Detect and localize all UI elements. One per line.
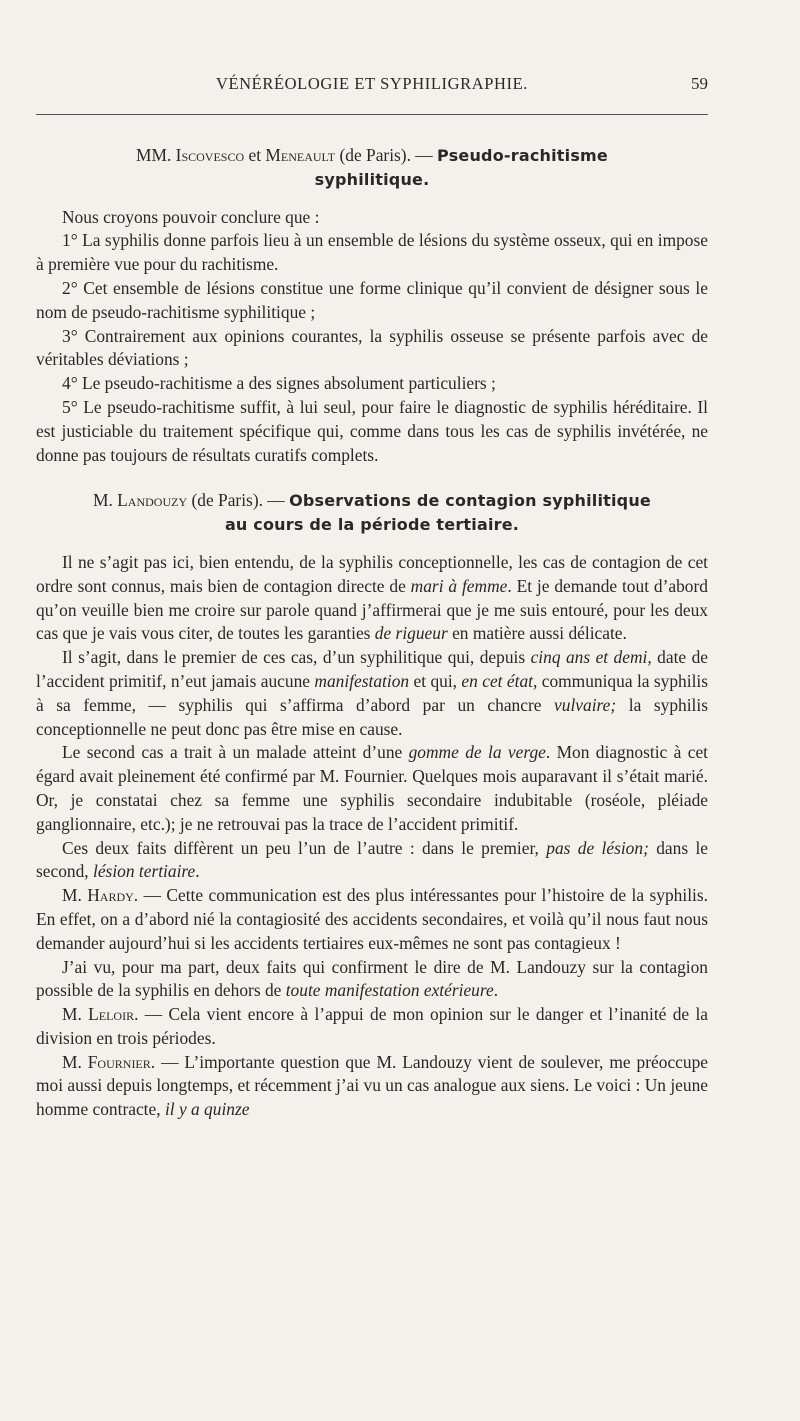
author-name: Iscovesco bbox=[175, 145, 245, 165]
paragraph bbox=[36, 1003, 708, 1051]
text-run: en matière aussi délicate. bbox=[447, 623, 627, 644]
paragraph: 2° Cet ensemble de lésions constitue une forme clinique qu’il convient de désigner sous le nom de pseudo-rachitisme syphilitique ; bbox=[36, 277, 708, 322]
text-run: date de l’accident primitif, n’eut jamais aucune bbox=[36, 647, 708, 691]
paragraph bbox=[36, 884, 708, 955]
section-title: syphilitique. bbox=[314, 169, 430, 189]
italic-run: gomme de la verge bbox=[408, 742, 546, 763]
section-title: au cours de la période tertiaire. bbox=[224, 515, 520, 535]
speaker-name: M. Fournier. bbox=[62, 1051, 156, 1072]
text-run: communiqua la syphilis à sa femme, — syphilis qui s’affirma d’abord par un chancre bbox=[36, 670, 709, 715]
text-run: Ces deux faits diffèrent un peu l’un de l’autre : dans le premier, bbox=[62, 837, 547, 858]
text-run: la syphilis conceptionnelle ne peut donc pas être mise en cause. bbox=[36, 694, 708, 739]
author-prefix: M. bbox=[93, 490, 113, 511]
section-title: Observations de contagion syphilitique bbox=[289, 491, 651, 511]
text-run: — L’importante question que M. Landouzy vient de soulever, me préoccupe moi aussi depuis longtemps, et récemment j’ai vu un cas analogue aux siens. Le voici : Un jeune homme contracte, bbox=[36, 1051, 709, 1120]
italic-run: lésion tertiaire bbox=[93, 861, 196, 882]
paragraph bbox=[36, 956, 708, 1004]
section-title: Pseudo-rachitisme bbox=[437, 146, 608, 165]
page-number: 59 bbox=[691, 74, 708, 93]
italic-run: en cet état, bbox=[461, 670, 538, 691]
italic-run: pas de lésion; bbox=[546, 837, 649, 858]
text-run: . bbox=[493, 980, 499, 1001]
italic-run: il y a quinze bbox=[164, 1099, 250, 1120]
paragraph: 5° Le pseudo-rachitisme suffit, à lui seul, pour faire le diagnostic de syphilis héréditaire. Il est justiciable du traitement spécifique qui, comme dans tous les cas de syphilis invétérée, ne donne pas toujours de résultats curatifs complets. bbox=[36, 396, 708, 465]
text-run: — Cela vient encore à l’appui de mon opinion sur le danger et l’inanité de la division en trois périodes. bbox=[36, 1004, 708, 1048]
paragraph: 1° La syphilis donne parfois lieu à un ensemble de lésions du système osseux, qui en impose à première vue pour du rachitisme. bbox=[36, 230, 708, 275]
text-run: Le second cas a trait à un malade atteint d’une bbox=[62, 742, 409, 763]
text-run: J’ai vu, pour ma part, deux faits qui confirment le dire de M. Landouzy sur la contagion possible de la syphilis en dehors de bbox=[36, 956, 708, 1001]
paragraph bbox=[36, 741, 708, 836]
text-run: — Cette communication est des plus intéressantes pour l’histoire de la syphilis. En effet, on a d’abord nié la contagiosité des accidents secondaires, et voilà qu’il nous faut nous demander aujourd’hui si les accidents tertiaires eux-mêmes ne sont pas contagieux ! bbox=[36, 885, 708, 953]
paragraph bbox=[36, 1051, 708, 1122]
text-run: . bbox=[195, 861, 200, 882]
text-run: Il ne s’agit pas ici, bien entendu, de la syphilis conceptionnelle, les cas de contagion de cet ordre sont connus, mais bien de contagion directe de bbox=[36, 551, 708, 596]
paragraph: Nous croyons pouvoir conclure que : bbox=[62, 206, 320, 227]
section-heading-contagion bbox=[36, 489, 708, 537]
authors-prefix: MM. bbox=[136, 145, 172, 165]
italic-run: manifestation bbox=[314, 670, 410, 691]
text-run: Il s’agit, dans le premier de ces cas, d’un syphilitique qui, depuis bbox=[62, 647, 531, 668]
paragraph: 3° Contrairement aux opinions courantes, la syphilis osseuse se présente parfois avec de véritables déviations ; bbox=[36, 325, 708, 370]
text-run: . Et je demande tout d’abord qu’on veuille bien me croire sur parole quand j’affirmerai que je me suis entouré, pour les deux cas que je vais vous citer, de toutes les garanties bbox=[36, 575, 708, 644]
author-place: (de Paris). — bbox=[191, 490, 285, 511]
italic-run: de rigueur bbox=[374, 623, 448, 644]
text-run: et qui, bbox=[409, 670, 462, 691]
italic-run: vulvaire; bbox=[554, 694, 617, 715]
running-title: VÉNÉRÉOLOGIE ET SYPHILIGRAPHIE. bbox=[215, 74, 529, 93]
author-place: (de Paris). — bbox=[339, 145, 433, 165]
paragraph bbox=[36, 646, 708, 741]
speaker-name: M. Hardy. bbox=[62, 885, 139, 906]
conjunction: et bbox=[248, 145, 262, 165]
author-name: Meneault bbox=[265, 145, 336, 165]
page-header bbox=[36, 74, 708, 104]
italic-run: toute manifestation extérieure bbox=[285, 980, 494, 1001]
italic-run: mari à femme bbox=[410, 575, 508, 596]
italic-run: cinq ans et demi, bbox=[530, 647, 652, 668]
page-body bbox=[36, 144, 708, 1122]
paragraph bbox=[36, 551, 708, 646]
text-run: . Mon diagnostic à cet égard avait pleinement été confirmé par M. Fournier. Quelques mois auparavant il s’était marié. Or, je constatai chez sa femme une syphilis secondaire indubitable (roséole, pléiade ganglionnaire, etc.); je ne retrouvai pas la trace de l’accident primitif. bbox=[36, 742, 708, 834]
speaker-name: M. Leloir. bbox=[62, 1004, 139, 1025]
author-name: Landouzy bbox=[117, 490, 188, 511]
paragraph bbox=[36, 837, 708, 885]
section-gap bbox=[36, 467, 708, 489]
text-run: dans le second, bbox=[36, 837, 708, 882]
paragraph: 4° Le pseudo-rachitisme a des signes absolument particuliers ; bbox=[62, 373, 496, 394]
header-rule bbox=[36, 114, 708, 115]
section-heading-pseudo-rachitisme bbox=[36, 144, 708, 192]
